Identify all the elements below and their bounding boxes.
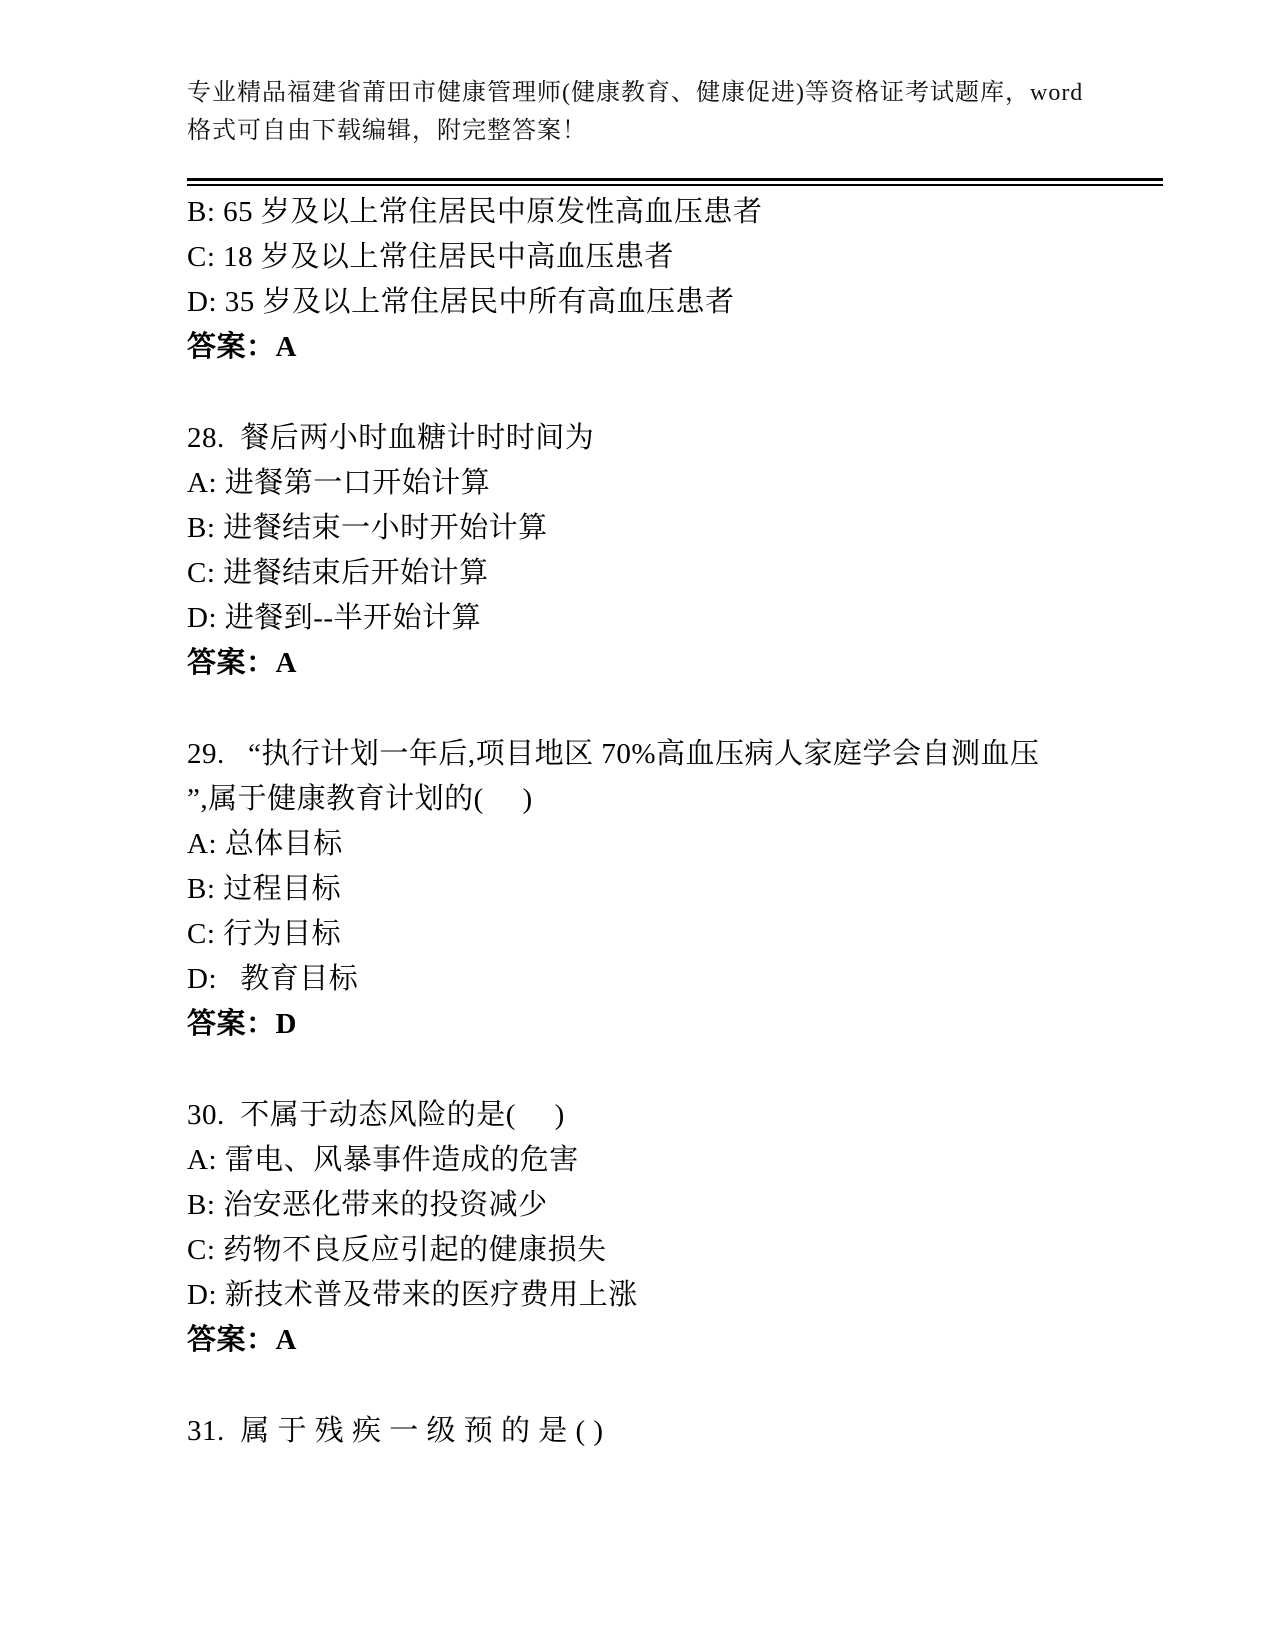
option-d-line: D: 新技术普及带来的医疗费用上涨	[187, 1279, 638, 1311]
option-b-line: B: 治安恶化带来的投资减少	[187, 1189, 548, 1221]
header-line-2: 格式可自由下载编辑，附完整答案！	[187, 118, 587, 144]
page-content	[187, 74, 1163, 1454]
question-block-28	[187, 416, 1163, 686]
question-block-30	[187, 1093, 1163, 1363]
answer-line: 答案：A	[187, 1324, 297, 1356]
question-list	[187, 190, 1163, 1454]
option-b-line: B: 65 岁及以上常住居民中原发性高血压患者	[187, 196, 763, 228]
question-block-27-continued	[187, 190, 1163, 370]
question-block-31	[187, 1409, 1163, 1454]
option-b-line: B: 进餐结束一小时开始计算	[187, 512, 548, 544]
option-c-line: C: 18 岁及以上常住居民中高血压患者	[187, 241, 674, 273]
header-line-1: 专业精品福建省莆田市健康管理师(健康教育、健康促进)等资格证考试题库，word	[187, 80, 1084, 106]
header-separator-rule	[187, 178, 1163, 186]
question-stem-line-2: ”,属于健康教育计划的( )	[187, 783, 533, 815]
answer-line: 答案：A	[187, 647, 297, 679]
document-header	[187, 74, 1163, 150]
question-stem: 30. 不属于动态风险的是( )	[187, 1099, 565, 1131]
question-block-29	[187, 732, 1163, 1047]
option-c-line: C: 药物不良反应引起的健康损失	[187, 1234, 607, 1266]
answer-line: 答案：D	[187, 1008, 297, 1040]
option-d-line: D: 教育目标	[187, 963, 359, 995]
option-a-line: A: 进餐第一口开始计算	[187, 467, 491, 499]
option-c-line: C: 行为目标	[187, 918, 342, 950]
option-d-line: D: 35 岁及以上常住居民中所有高血压患者	[187, 286, 735, 318]
option-a-line: A: 雷电、风暴事件造成的危害	[187, 1144, 579, 1176]
option-b-line: B: 过程目标	[187, 873, 342, 905]
option-d-line: D: 进餐到--半开始计算	[187, 602, 482, 634]
option-c-line: C: 进餐结束后开始计算	[187, 557, 489, 589]
question-stem: 28. 餐后两小时血糖计时时间为	[187, 422, 595, 454]
answer-line: 答案：A	[187, 331, 297, 363]
question-stem: 31. 属 于 残 疾 一 级 预 的 是 ( )	[187, 1415, 604, 1447]
question-stem-line-1: 29. “执行计划一年后,项目地区 70%高血压病人家庭学会自测血压	[187, 738, 1040, 770]
option-a-line: A: 总体目标	[187, 828, 343, 860]
